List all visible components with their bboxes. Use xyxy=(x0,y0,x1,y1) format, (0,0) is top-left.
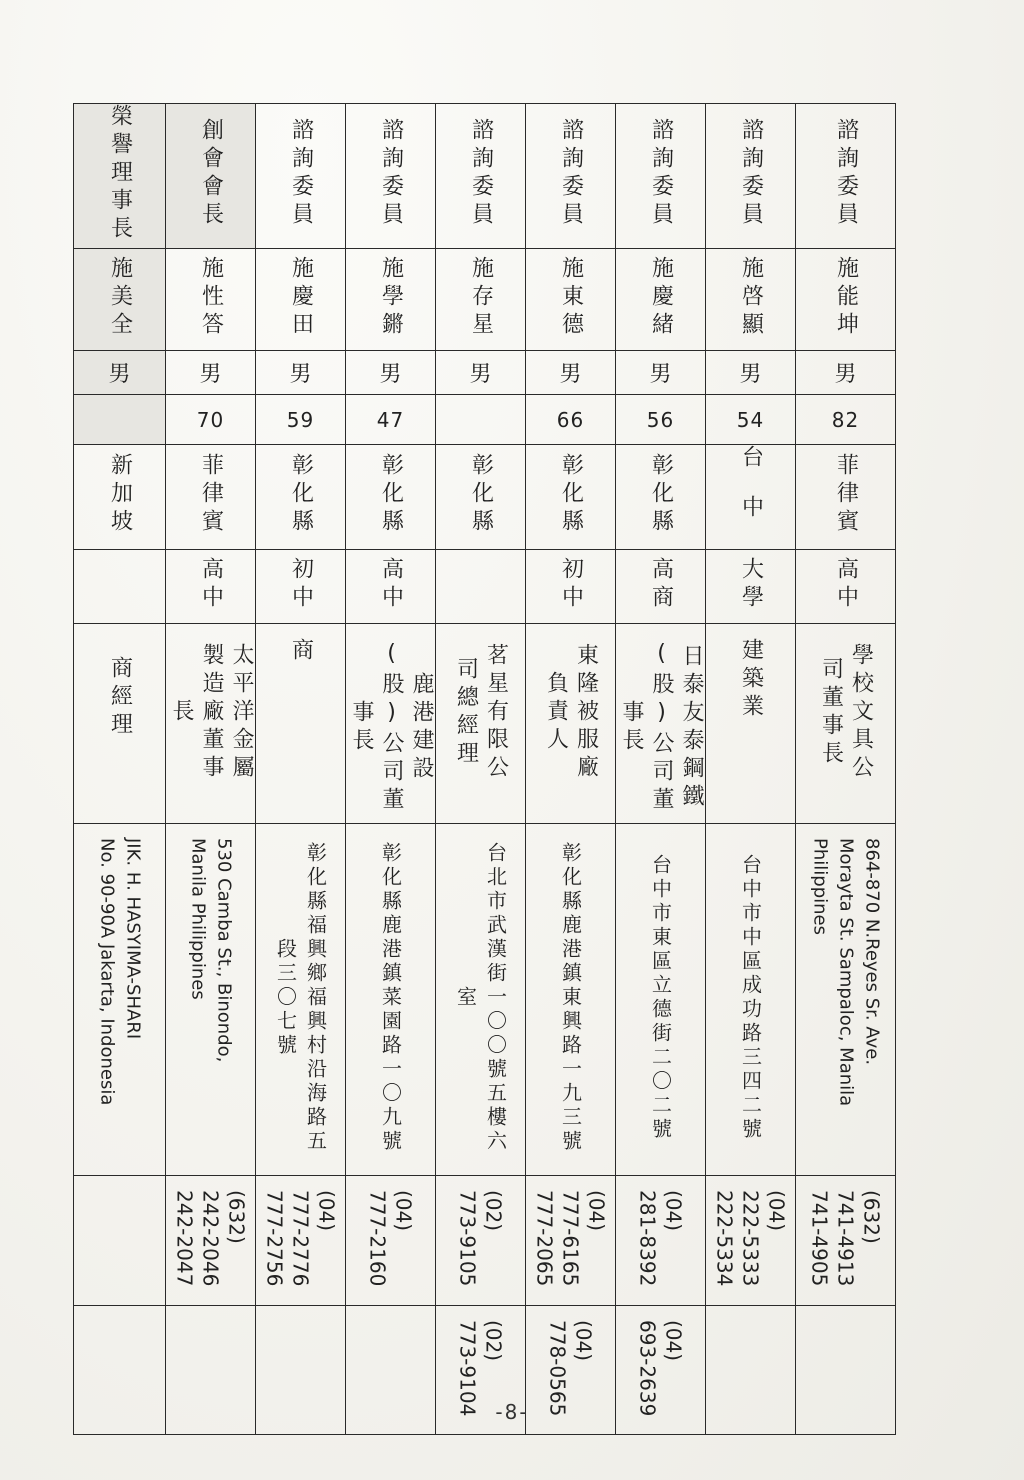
cell-phone xyxy=(526,1176,616,1306)
cell-origin xyxy=(346,445,436,550)
member-roster-table xyxy=(73,103,896,1435)
cell-address xyxy=(166,824,256,1176)
origin-text: 新加坡 xyxy=(107,453,133,537)
name-text: 施美全 xyxy=(107,255,133,340)
title-text: 諮詢委員 xyxy=(378,118,404,230)
cell-gender: 男 xyxy=(796,351,896,395)
cell-age xyxy=(436,395,526,445)
name-text: 施能坤 xyxy=(833,255,859,340)
address-row xyxy=(74,824,896,1176)
education-row xyxy=(74,550,896,624)
origin-text: 彰化縣 xyxy=(558,453,584,537)
origin-row xyxy=(74,445,896,550)
cell-address xyxy=(346,824,436,1176)
cell-address xyxy=(796,824,896,1176)
cell-age: 66 xyxy=(526,395,616,445)
cell-gender: 男 xyxy=(166,351,256,395)
cell-education xyxy=(346,550,436,624)
title-row xyxy=(74,104,896,249)
education-text: 初中 xyxy=(558,556,584,613)
cell-title xyxy=(526,104,616,249)
cell-age: 82 xyxy=(796,395,896,445)
cell-phone xyxy=(796,1176,896,1306)
cell-title xyxy=(74,104,166,249)
cell-gender: 男 xyxy=(74,351,166,395)
address-text: 530 Camba St., Binondo, Manila Philippines xyxy=(187,838,235,1063)
cell-origin xyxy=(166,445,256,550)
cell-phone xyxy=(256,1176,346,1306)
cell-occupation xyxy=(706,624,796,824)
phone2-text: (04) 778-0565 xyxy=(545,1320,596,1417)
cell-name xyxy=(796,249,896,351)
address-text: 台中市東區立德街二〇二號 xyxy=(648,854,673,1142)
cell-occupation xyxy=(616,624,706,824)
cell-name xyxy=(526,249,616,351)
address-text: 彰化縣福興鄉福興村沿海路五段三〇七號 xyxy=(273,842,328,1154)
phone2-text: (02) 773-9104 xyxy=(455,1320,506,1417)
education-text: 高中 xyxy=(198,556,224,613)
cell-phone xyxy=(346,1176,436,1306)
education-text: 高中 xyxy=(378,556,404,613)
cell-occupation xyxy=(256,624,346,824)
phone-text: (04) 281-8392 xyxy=(635,1190,686,1287)
cell-name xyxy=(74,249,166,351)
name-text: 施慶緒 xyxy=(648,255,674,340)
cell-education xyxy=(706,550,796,624)
origin-text: 菲律賓 xyxy=(198,453,224,537)
occupation-text: 商 xyxy=(288,638,314,666)
title-text: 諮詢委員 xyxy=(738,118,764,230)
cell-phone xyxy=(706,1176,796,1306)
cell-occupation xyxy=(346,624,436,824)
cell-name xyxy=(166,249,256,351)
cell-origin xyxy=(706,445,796,550)
cell-title xyxy=(346,104,436,249)
education-text: 高中 xyxy=(833,556,859,613)
cell-origin xyxy=(616,445,706,550)
cell-age xyxy=(74,395,166,445)
origin-text: 菲律賓 xyxy=(833,453,859,537)
title-text: 諮詢委員 xyxy=(558,118,584,230)
cell-name xyxy=(256,249,346,351)
cell-phone xyxy=(616,1176,706,1306)
age-row xyxy=(74,395,896,445)
phone-text: (04) 777-2160 xyxy=(365,1190,416,1287)
phone-row xyxy=(74,1176,896,1306)
cell-title xyxy=(796,104,896,249)
name-text: 施慶田 xyxy=(288,255,314,340)
cell-gender: 男 xyxy=(616,351,706,395)
cell-gender: 男 xyxy=(256,351,346,395)
cell-age: 54 xyxy=(706,395,796,445)
cell-education xyxy=(436,550,526,624)
occupation-text: 建築業 xyxy=(738,638,764,722)
address-text: 彰化縣鹿港鎮菜園路一〇九號 xyxy=(378,842,403,1154)
cell-title xyxy=(616,104,706,249)
cell-gender: 男 xyxy=(526,351,616,395)
title-text: 諮詢委員 xyxy=(833,118,859,230)
name-text: 施東德 xyxy=(558,255,584,340)
address-text: 864-870 N.Reyes Sr. Ave. Morayta St. Sampaloc, Manila Philippines xyxy=(809,838,883,1107)
name-text: 施學鏘 xyxy=(378,255,404,340)
name-text: 施存星 xyxy=(468,255,494,340)
cell-name xyxy=(706,249,796,351)
address-text: 台中市中區成功路三四二號 xyxy=(738,854,763,1142)
cell-education xyxy=(616,550,706,624)
occupation-row xyxy=(74,624,896,824)
occupation-text: 學校文具公司董事長 xyxy=(818,643,874,783)
address-text: JIK. H. HASYIMA-SHARI No. 90-90A Jakarta, Indonesia xyxy=(96,838,144,1106)
gender-row xyxy=(74,351,896,395)
phone-text: (04) 777-2776 777-2756 xyxy=(262,1190,339,1287)
cell-address xyxy=(706,824,796,1176)
cell-phone xyxy=(436,1176,526,1306)
cell-education xyxy=(796,550,896,624)
origin-text: 彰化縣 xyxy=(468,453,494,537)
cell-address xyxy=(436,824,526,1176)
cell-address xyxy=(526,824,616,1176)
cell-origin xyxy=(436,445,526,550)
cell-occupation xyxy=(74,624,166,824)
phone2-text: (04) 693-2639 xyxy=(635,1320,686,1417)
phone-text: (04) 222-5333 222-5334 xyxy=(712,1190,789,1287)
cell-origin xyxy=(526,445,616,550)
occupation-text: 茗星有限公司總經理 xyxy=(453,643,509,783)
title-text: 諮詢委員 xyxy=(468,118,494,230)
cell-origin xyxy=(74,445,166,550)
cell-education xyxy=(526,550,616,624)
occupation-text: 東隆被服廠負責人 xyxy=(543,643,599,783)
cell-education xyxy=(256,550,346,624)
cell-address xyxy=(616,824,706,1176)
name-text: 施啓顯 xyxy=(738,255,764,340)
cell-name xyxy=(436,249,526,351)
education-text: 初中 xyxy=(288,556,314,613)
phone-text: (04) 777-6165 777-2065 xyxy=(532,1190,609,1287)
phone-text: (632) 242-2046 242-2047 xyxy=(172,1190,249,1287)
cell-address xyxy=(256,824,346,1176)
cell-gender: 男 xyxy=(706,351,796,395)
cell-gender: 男 xyxy=(436,351,526,395)
cell-title xyxy=(256,104,346,249)
cell-title xyxy=(166,104,256,249)
cell-education xyxy=(74,550,166,624)
occupation-text: 商經理 xyxy=(107,656,133,740)
cell-occupation xyxy=(796,624,896,824)
cell-age: 47 xyxy=(346,395,436,445)
education-text: 高商 xyxy=(648,556,674,613)
cell-name xyxy=(346,249,436,351)
title-text: 諮詢委員 xyxy=(288,118,314,230)
origin-text: 彰化縣 xyxy=(378,453,404,537)
cell-origin xyxy=(796,445,896,550)
origin-text: 彰化縣 xyxy=(648,453,674,537)
cell-phone xyxy=(74,1176,166,1306)
cell-age: 70 xyxy=(166,395,256,445)
occupation-text: 日泰友泰鋼鐵(股)公司董事長 xyxy=(619,641,704,815)
phone-text: (632) 741-4913 741-4905 xyxy=(807,1190,884,1287)
cell-phone xyxy=(166,1176,256,1306)
cell-title xyxy=(706,104,796,249)
cell-origin xyxy=(256,445,346,550)
name-text: 施性答 xyxy=(198,255,224,340)
occupation-text: 太平洋金屬製造廠董事長 xyxy=(169,643,254,783)
cell-gender: 男 xyxy=(346,351,436,395)
cell-education xyxy=(166,550,256,624)
title-text: 榮譽理事長 xyxy=(107,104,133,244)
origin-text: 彰化縣 xyxy=(288,453,314,537)
cell-occupation xyxy=(166,624,256,824)
origin-text: 台中 xyxy=(738,445,764,545)
cell-occupation xyxy=(436,624,526,824)
name-row xyxy=(74,249,896,351)
address-text: 彰化縣鹿港鎮東興路一九三號 xyxy=(558,842,583,1154)
cell-age: 56 xyxy=(616,395,706,445)
occupation-text: 鹿港建設(股)公司董事長 xyxy=(349,641,434,815)
cell-occupation xyxy=(526,624,616,824)
address-text: 台北市武漢街一〇〇號五樓六室 xyxy=(453,842,508,1154)
phone-text: (02) 773-9105 xyxy=(455,1190,506,1287)
cell-title xyxy=(436,104,526,249)
education-text: 大學 xyxy=(738,556,764,613)
page-number: -8- xyxy=(495,1400,529,1424)
cell-age: 59 xyxy=(256,395,346,445)
title-text: 創會會長 xyxy=(198,118,224,230)
title-text: 諮詢委員 xyxy=(648,118,674,230)
cell-address xyxy=(74,824,166,1176)
cell-name xyxy=(616,249,706,351)
